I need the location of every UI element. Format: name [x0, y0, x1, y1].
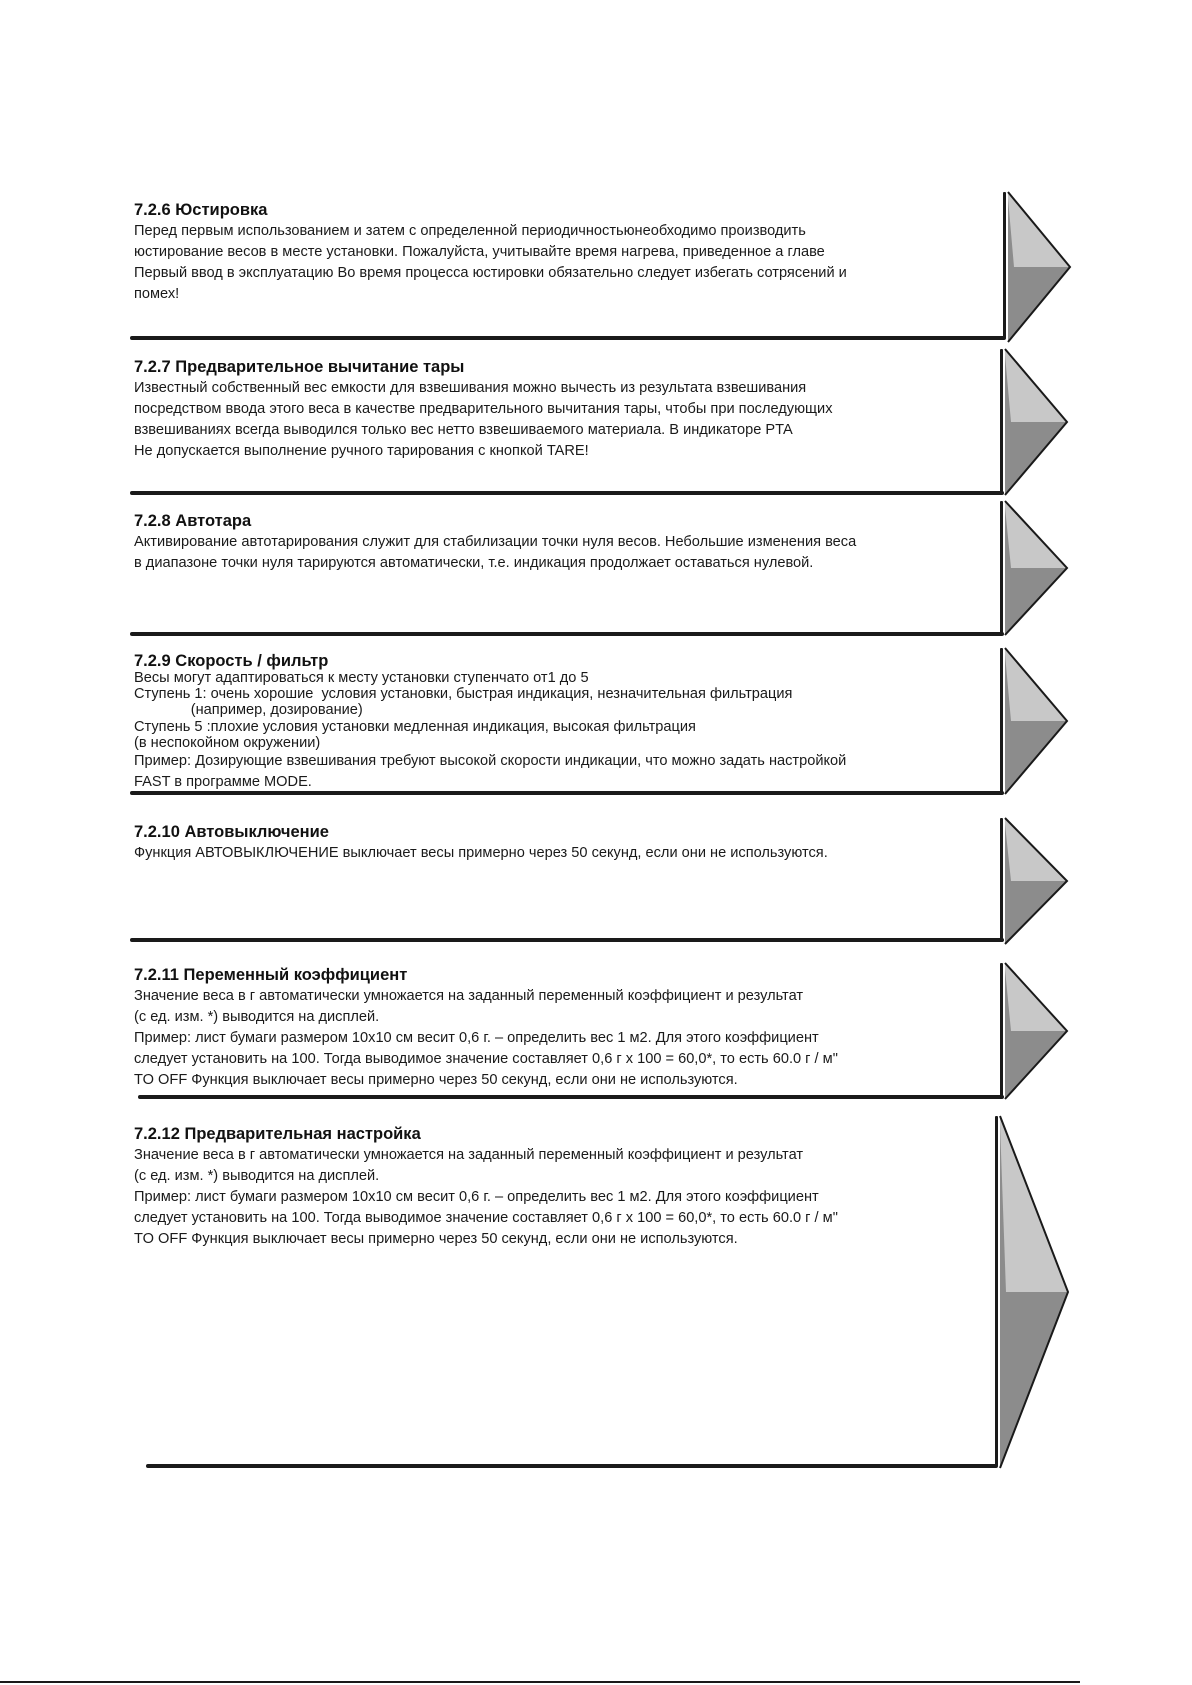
text-line: Ступень 5 :плохие условия установки медленная индикация, высокая фильтрация [134, 718, 696, 735]
text-line: (с ед. изм. *) выводится на дисплей. [134, 1009, 380, 1025]
text-line: (в неспокойном окружении) [134, 734, 321, 751]
text-line: Ступень 1: очень хорошие условия установки, быстрая индикация, незначительная фильтрация [134, 686, 793, 703]
chevron-right-icon [1008, 192, 1072, 342]
section-side-rule [1003, 192, 1006, 338]
text-line: (например, дозирование) [134, 702, 363, 719]
section-bottom-rule [130, 491, 1004, 495]
section-heading: 7.2.8 Автотара [134, 512, 252, 530]
text-line: TO OFF Функция выключает весы примерно через 50 секунд, если они не используются. [134, 1231, 738, 1247]
section-7-2-10 [0, 822, 1192, 950]
section-content [134, 1124, 984, 1250]
section-content [134, 357, 984, 462]
chevron-right-icon [1005, 963, 1069, 1099]
text-line: Пример: Дозирующие взвешивания требуют высокой скорости индикации, что можно задать настройкой [134, 753, 847, 770]
section-side-rule [1000, 501, 1003, 634]
section-7-2-6 [0, 200, 1192, 345]
text-line: следует установить на 100. Тогда выводимое значение составляет 0,6 г x 100 = 60,0*, то есть 60.0 г / м" [134, 1051, 838, 1067]
text-line: в диапазоне точки нуля тарируются автоматически, т.е. индикация продолжает оставаться нулевой. [134, 555, 814, 571]
text-line: Не допускается выполнение ручного тарирования с кнопкой TARE! [134, 443, 589, 459]
section-7-2-12 [0, 1124, 1192, 1479]
section-heading: 7.2.10 Автовыключение [134, 823, 329, 841]
section-bottom-rule [130, 632, 1004, 636]
section-bottom-rule [146, 1464, 998, 1468]
section-content [134, 511, 984, 574]
section-side-rule [1000, 818, 1003, 942]
section-content [134, 822, 984, 864]
section-heading: 7.2.9 Скорость / фильтр [134, 652, 329, 670]
text-line: Перед первым использованием и затем с определенной периодичностьюнеобходимо производить [134, 223, 806, 239]
section-content [134, 965, 984, 1091]
text-line: посредством ввода этого веса в качестве предварительного вычитания тары, чтобы при последующих [134, 401, 833, 417]
text-line: Функция АВТОВЫКЛЮЧЕНИЕ выключает весы примерно через 50 секунд, если они не используются. [134, 845, 828, 861]
section-side-rule [1000, 648, 1003, 793]
section-bottom-rule [130, 791, 1004, 795]
section-side-rule [995, 1116, 998, 1466]
section-bottom-rule [130, 336, 1006, 340]
text-line: Пример: лист бумаги размером 10x10 см весит 0,6 г. – определить вес 1 м2. Для этого коэффициент [134, 1030, 819, 1046]
text-line: помех! [134, 286, 180, 302]
section-bottom-rule [130, 938, 1004, 942]
section-7-2-8 [0, 511, 1192, 639]
text-line: Первый ввод в эксплуатацию Во время процесса юстировки обязательно следует избегать сотрясений и [134, 265, 847, 281]
text-line: Известный собственный вес емкости для взвешивания можно вычесть из результата взвешивания [134, 380, 807, 396]
chevron-right-icon [1000, 1116, 1070, 1468]
section-7-2-9 [0, 652, 1192, 800]
chevron-right-icon [1005, 818, 1069, 944]
section-content [134, 200, 984, 305]
section-side-rule [1000, 963, 1003, 1097]
section-side-rule [1000, 349, 1003, 493]
section-content [134, 652, 984, 793]
section-heading: 7.2.7 Предварительное вычитание тары [134, 358, 465, 376]
chevron-right-icon [1005, 349, 1069, 495]
chevron-right-icon [1005, 648, 1069, 794]
text-line: (с ед. изм. *) выводится на дисплей. [134, 1168, 380, 1184]
text-line: Значение веса в г автоматически умножается на заданный переменный коэффициент и результат [134, 988, 804, 1004]
text-line: Активирование автотарирования служит для стабилизации точки нуля весов. Небольшие изменения веса [134, 534, 857, 550]
text-line: взвешиваниях всегда выводился только вес нетто взвешиваемого материала. В индикаторе PTA [134, 422, 793, 438]
text-line: Значение веса в г автоматически умножается на заданный переменный коэффициент и результат [134, 1147, 804, 1163]
text-line: FAST в программе MODE. [134, 774, 312, 791]
page-bottom-rule [0, 1681, 1080, 1683]
section-heading: 7.2.6 Юстировка [134, 201, 268, 219]
section-7-2-7 [0, 357, 1192, 499]
text-line: TO OFF Функция выключает весы примерно через 50 секунд, если они не используются. [134, 1072, 738, 1088]
chevron-right-icon [1005, 501, 1069, 635]
text-line: следует установить на 100. Тогда выводимое значение составляет 0,6 г x 100 = 60,0*, то есть 60.0 г / м" [134, 1210, 838, 1226]
section-heading: 7.2.11 Переменный коэффициент [134, 966, 408, 984]
text-line: Пример: лист бумаги размером 10x10 см весит 0,6 г. – определить вес 1 м2. Для этого коэффициент [134, 1189, 819, 1205]
section-7-2-11 [0, 965, 1192, 1100]
section-heading: 7.2.12 Предварительная настройка [134, 1125, 421, 1143]
text-line: Весы могут адаптироваться к месту установки ступенчато от1 до 5 [134, 670, 589, 686]
text-line: юстирование весов в месте установки. Пожалуйста, учитывайте время нагрева, приведенное а главе [134, 244, 825, 260]
section-bottom-rule [138, 1095, 1004, 1099]
